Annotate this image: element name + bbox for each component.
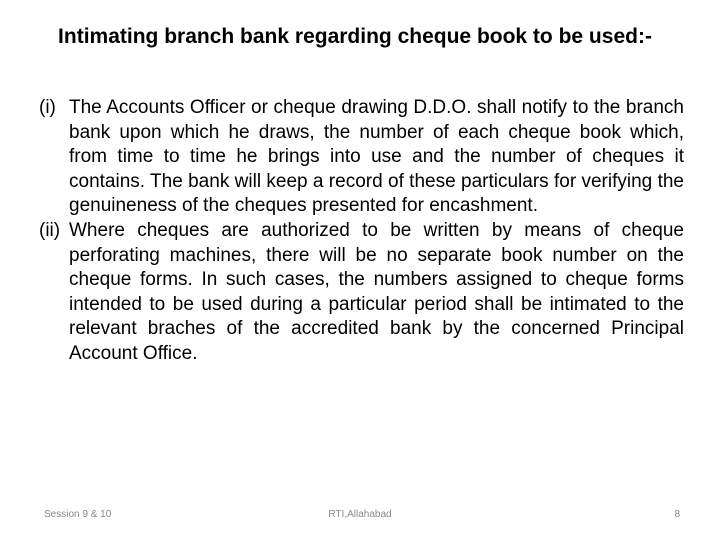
list-item-point-2: [36, 219, 684, 367]
list-item-text-1: The Accounts Officer or cheque drawing D.D.O. shall notify to the branch bank upon which he draws, the number of each cheque book which, from time to time he brings into use and the number of cheques it contains. The bank will keep a record of these particulars for verifying the genuineness of the cheques presented for encashment.: [69, 97, 684, 217]
footer-session: Session 9 & 10: [44, 509, 112, 520]
list-marker-2: (ii): [39, 219, 61, 241]
slide-body: [36, 96, 684, 367]
footer-page-number: 8: [674, 509, 680, 520]
list-item-text-2: Where cheques are authorized to be written by means of cheque perforating machines, there will be no separate book number on the cheque forms. In such cases, the numbers assigned to cheque forms intended to be used during a particular period shall be intimated to the relevant braches of the accredited bank by the concerned Principal Account Office.: [69, 219, 684, 364]
list-item-point-1: [36, 96, 684, 219]
slide-title: Intimating branch bank regarding cheque book to be used:-: [58, 25, 652, 48]
footer-organization: RTI,Allahabad: [328, 509, 392, 520]
list-marker-1: (i): [39, 97, 56, 118]
